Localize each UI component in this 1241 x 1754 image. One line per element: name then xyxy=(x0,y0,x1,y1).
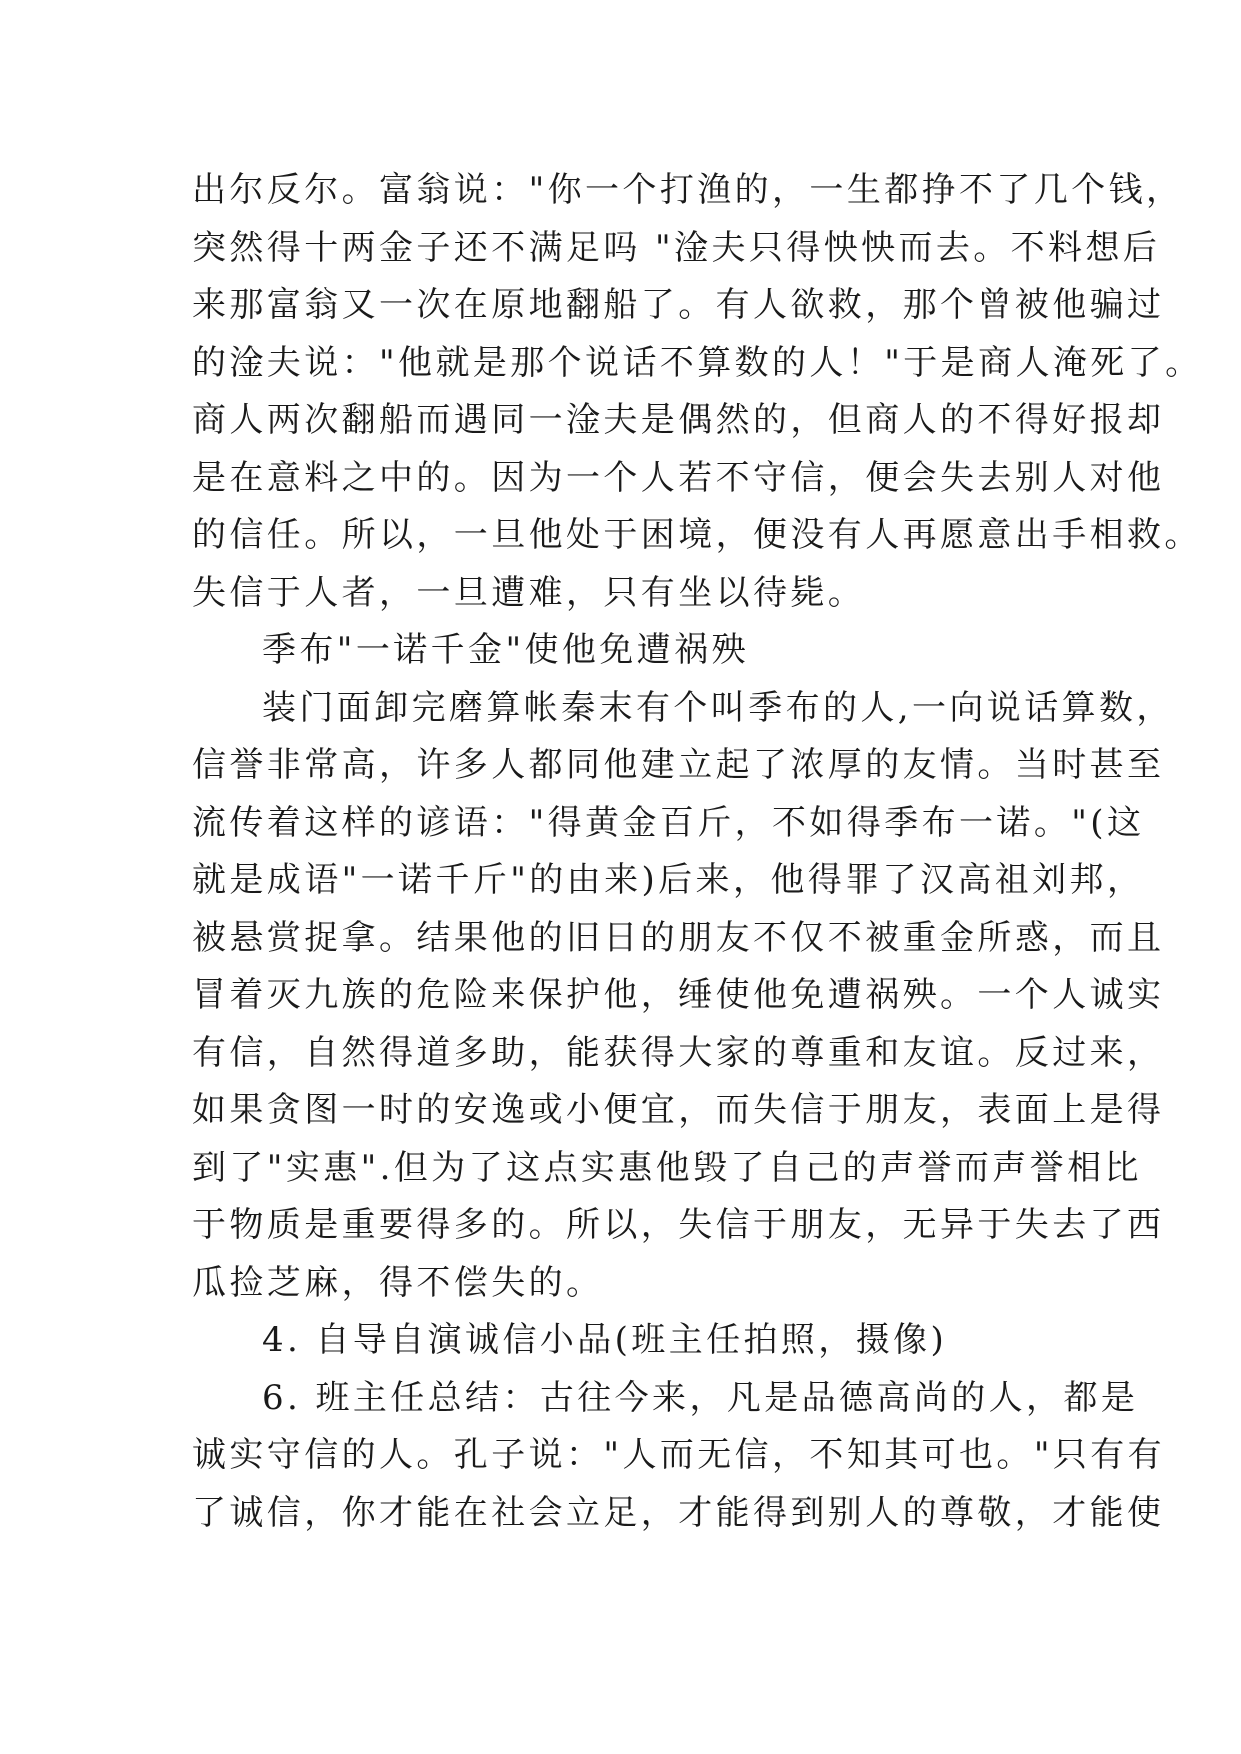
text-line: 流传着这样的谚语："得黄金百斤，不如得季布一诺。"(这 xyxy=(192,802,1145,843)
text-line: 季布"一诺千金"使他免遭祸殃 xyxy=(262,630,749,670)
text-line: 瓜捡芝麻，得不偿失的。 xyxy=(192,1262,604,1303)
text-line: 出尔反尔。富翁说："你一个打渔的，一生都挣不了几个钱， xyxy=(192,170,1184,210)
text-line: 装门面卸完磨算帐秦末有个叫季布的人,一向说话算数， xyxy=(262,687,1174,728)
text-line: 到了"实惠".但为了这点实惠他毁了自己的声誉而声誉相比 xyxy=(192,1147,1142,1188)
text-line: 6. 班主任总结：古往今来，凡是品德高尚的人，都是 xyxy=(262,1377,1139,1418)
text-line: 诚实守信的人。孔子说："人而无信，不知其可也。"只有有 xyxy=(192,1435,1166,1475)
text-line: 的淦夫说："他就是那个说话不算数的人！"于是商人淹死了。 xyxy=(192,342,1203,383)
text-line: 就是成语"一诺千斤"的由来)后来，他得罪了汉高祖刘邦， xyxy=(192,860,1145,900)
text-line: 来那富翁又一次在原地翻船了。有人欲救，那个曾被他骗过 xyxy=(192,285,1165,325)
text-line: 被悬赏捉拿。结果他的旧日的朋友不仅不被重金所惑，而且 xyxy=(192,917,1165,958)
text-line: 商人两次翻船而遇同一淦夫是偶然的，但商人的不得好报却 xyxy=(192,400,1165,440)
text-line: 是在意料之中的。因为一个人若不守信，便会失去别人对他 xyxy=(192,457,1165,498)
document-body-text xyxy=(192,162,1203,1542)
text-line: 信誉非常高，许多人都同他建立起了浓厚的友情。当时甚至 xyxy=(192,745,1165,785)
text-line: 冒着灭九族的危险来保护他，缍使他免遭祸殃。一个人诚实 xyxy=(192,975,1165,1015)
text-line: 失信于人者，一旦遭难，只有坐以待毙。 xyxy=(192,572,866,613)
text-line: 突然得十两金子还不满足吗 "淦夫只得怏怏而去。不料想后 xyxy=(192,227,1161,268)
text-line: 于物质是重要得多的。所以，失信于朋友，无异于失去了西 xyxy=(192,1205,1165,1245)
text-line: 了诚信，你才能在社会立足，才能得到别人的尊敬，才能使 xyxy=(192,1492,1165,1533)
text-line: 的信任。所以，一旦他处于困境，便没有人再愿意出手相救。 xyxy=(192,515,1202,555)
text-line: 有信，自然得道多助，能获得大家的尊重和友谊。反过来， xyxy=(192,1032,1165,1073)
text-line: 如果贪图一时的安逸或小便宜，而失信于朋友，表面上是得 xyxy=(192,1090,1165,1130)
text-line: 4. 自导自演诚信小品(班主任拍照，摄像) xyxy=(262,1320,948,1360)
